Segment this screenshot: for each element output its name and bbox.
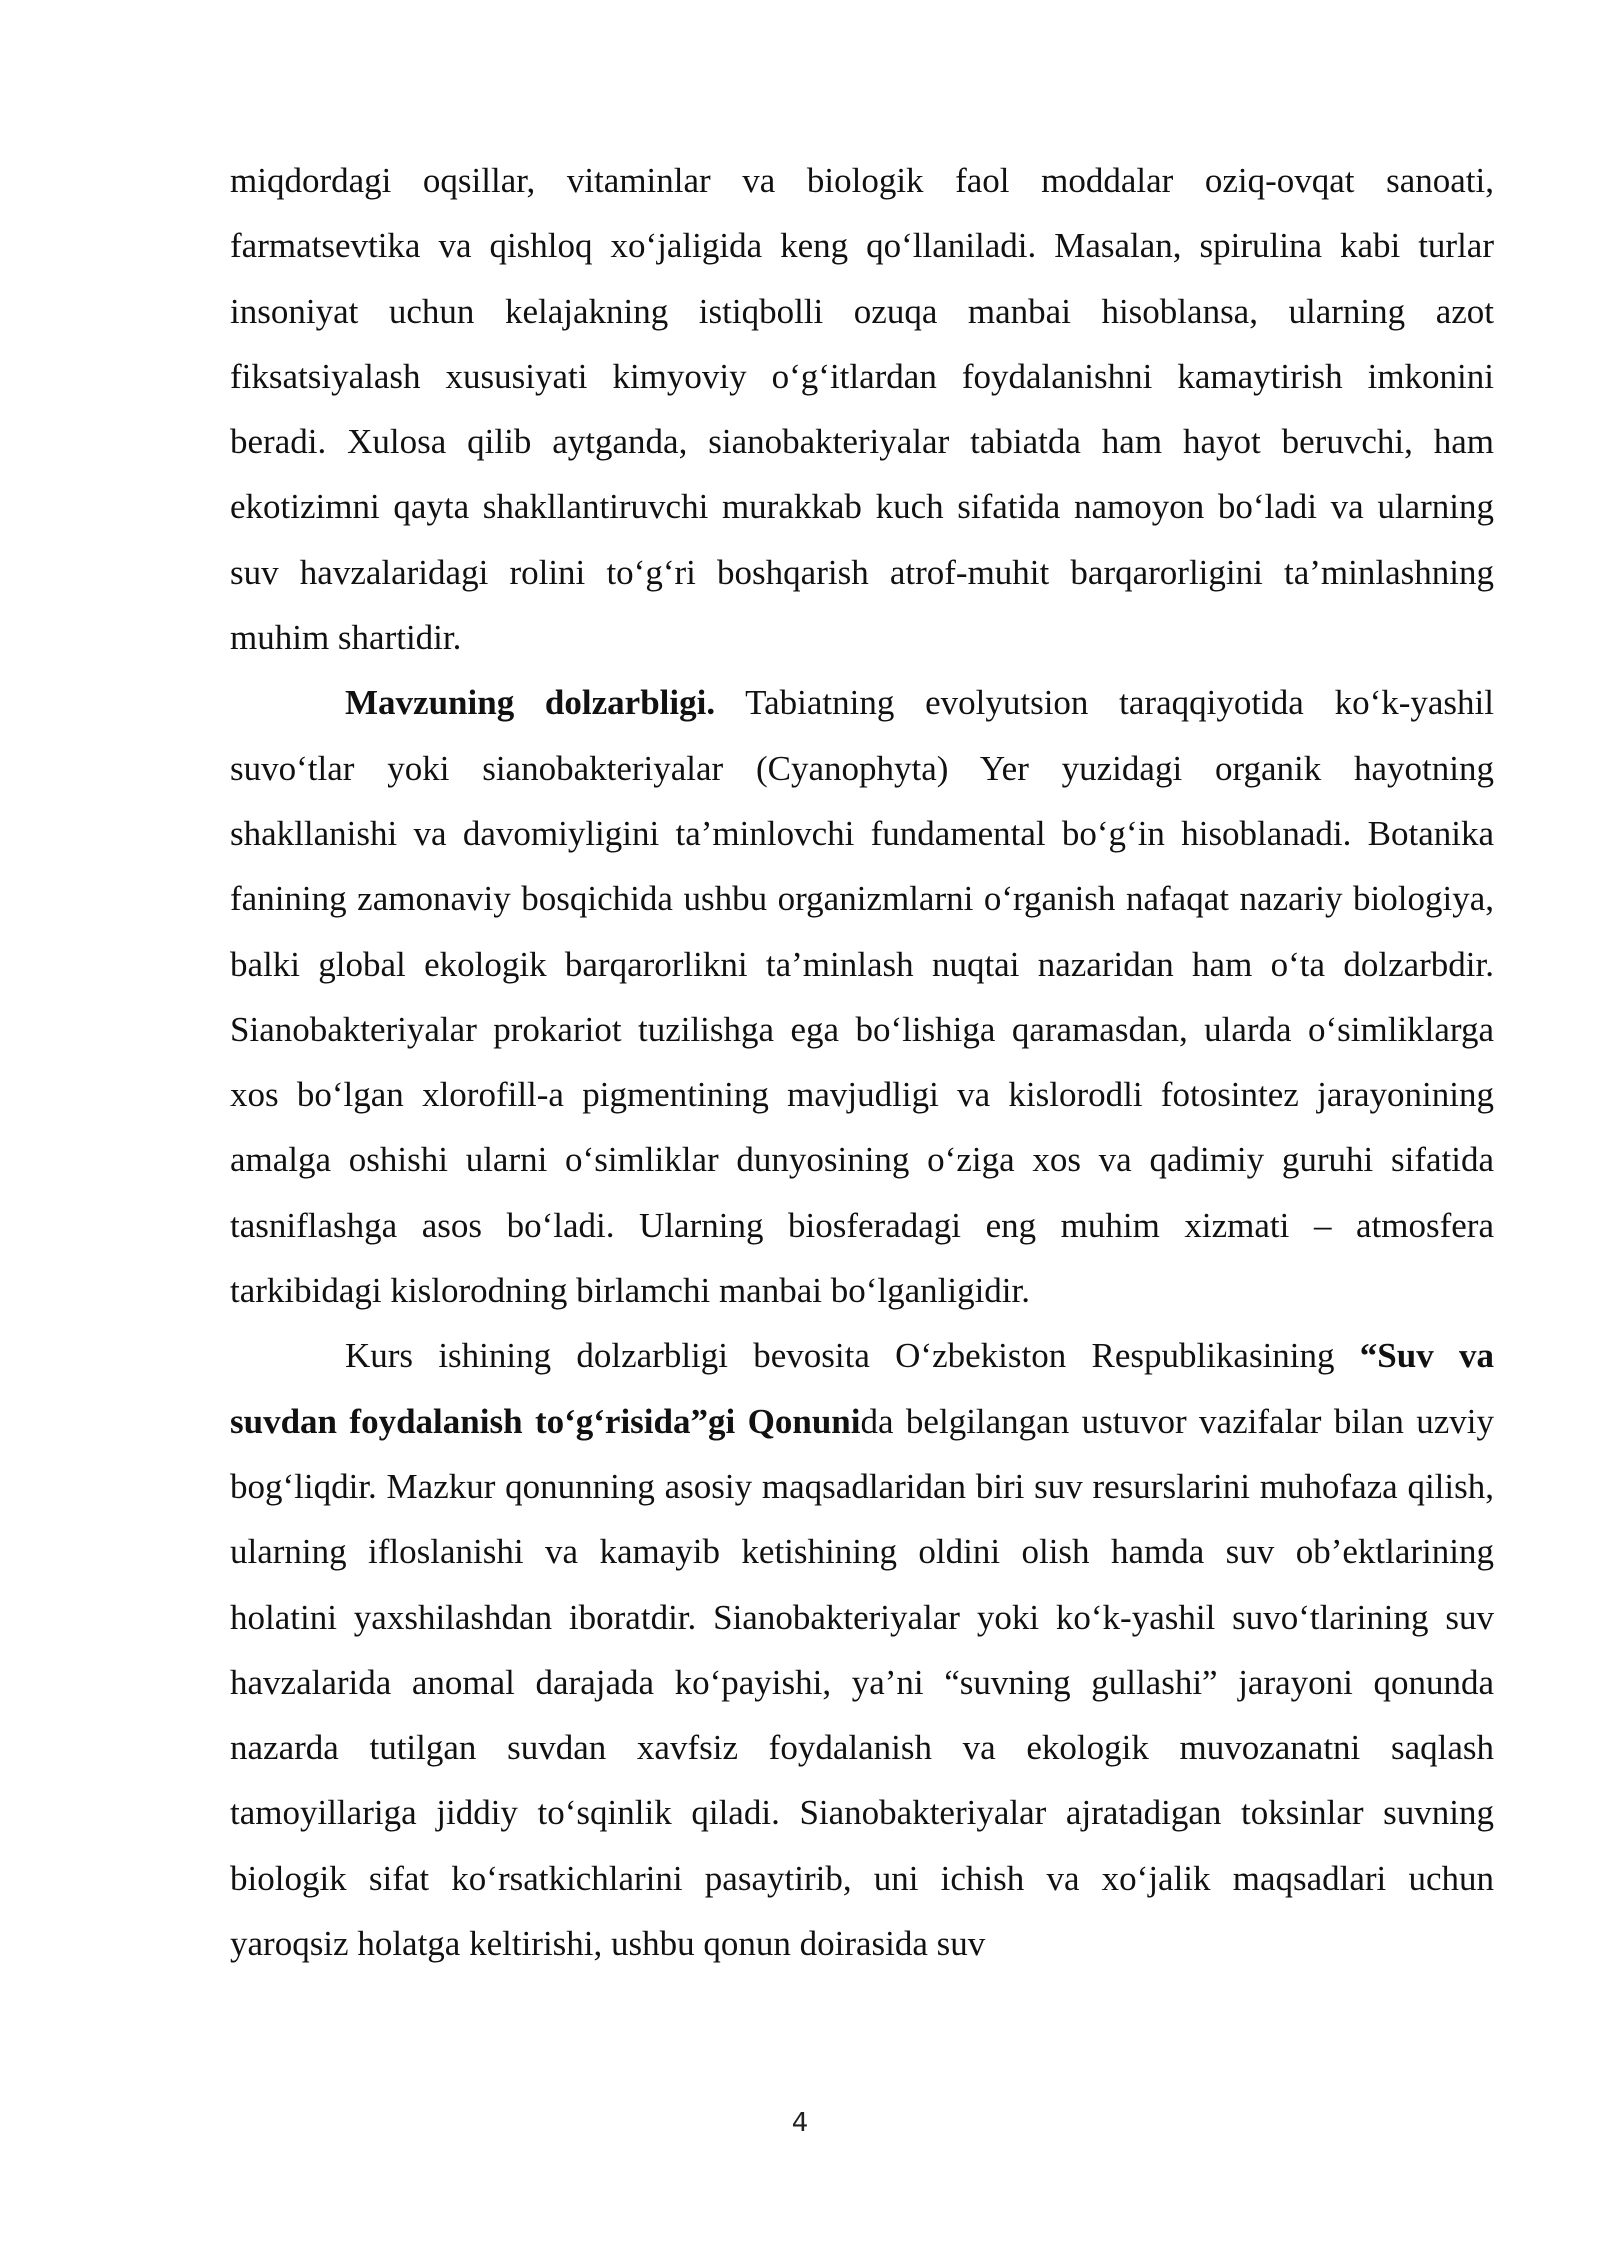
paragraph-3-before: Kurs ishining dolzarbligi bevosita O‘zbekiston Respublikasining: [345, 1336, 1360, 1376]
paragraph-3-after: da belgilangan ustuvor vazifalar bilan uzviy bog‘liqdir. Mazkur qonunning asosiy maqsadlaridan biri suv resurslarini muhofaza qilish, ularning ifloslanishi va kamayib ketishining oldini olish hamda suv ob’ektlarining holatini yaxshilashdan iboratdir. Sianobakteriyalar yoki ko‘k-yashil suvo‘tlarining suv havzalarida anomal darajada ko‘payishi, ya’ni “suvning gullashi” jarayoni qonunda nazarda tutilgan suvdan xavfsiz foydalanish va ekologik muvozanatni saqlash tamoyillariga jiddiy to‘sqinlik qiladi. Sianobakteriyalar ajratadigan toksinlar suvning biologik sifat ko‘rsatkichlarini pasaytirib, uni ichish va xo‘jalik maqsadlari uchun yaroqsiz holatga keltirishi, ushbu qonun doirasida suv: [230, 1401, 1494, 1964]
paragraph-2-text: Tabiatning evolyutsion taraqqiyotida ko‘k-yashil suvo‘tlar yoki sianobakteriyalar (Cyanophyta) Yer yuzidagi organik hayotning shakllanishi va davomiyligini ta’minlovchi fundamental bo‘g‘in hisoblanadi. Botanika fanining zamonaviy bosqichida ushbu organizmlarni o‘rganish nafaqat nazariy biologiya, balki global ekologik barqarorlikni ta’minlash nuqtai nazaridan ham o‘ta dolzarbdir. Sianobakteriyalar prokariot tuzilishga ega bo‘lishiga qaramasdan, ularda o‘simliklarga xos bo‘lgan xlorofill-a pigmentining mavjudligi va kislorodli fotosintez jarayonining amalga oshishi ularni o‘simliklar dunyosining o‘ziga xos va qadimiy guruhi sifatida tasniflashga asos bo‘ladi. Ularning biosferadagi eng muhim xizmati – atmosfera tarkibidagi kislorodning birlamchi manbai bo‘lganligidir.: [230, 683, 1494, 1311]
paragraph-3: [230, 1323, 1494, 1976]
law-title: “Suv va suvdan foydalanish to‘g‘risida”gi Qonuni: [230, 1336, 1494, 1441]
paragraph-2-heading: Mavzuning dolzarbligi.: [345, 683, 716, 723]
page-number: 4: [791, 2108, 809, 2138]
paragraph-2: [230, 670, 1494, 1323]
body-text: [230, 148, 1494, 1976]
paragraph-1: miqdordagi oqsillar, vitaminlar va biologik faol moddalar oziq-ovqat sanoati, farmatsevtika va qishloq xo‘jaligida keng qo‘llaniladi. Masalan, spirulina kabi turlar insoniyat uchun kelajakning istiqbolli ozuqa manbai hisoblansa, ularning azot fiksatsiyalash xususiyati kimyoviy o‘g‘itlardan foydalanishni kamaytirish imkonini beradi. Xulosa qilib aytganda, sianobakteriyalar tabiatda ham hayot beruvchi, ham ekotizimni qayta shakllantiruvchi murakkab kuch sifatida namoyon bo‘ladi va ularning suv havzalaridagi rolini to‘g‘ri boshqarish atrof-muhit barqarorligini ta’minlashning muhim shartidir.: [230, 161, 1494, 658]
